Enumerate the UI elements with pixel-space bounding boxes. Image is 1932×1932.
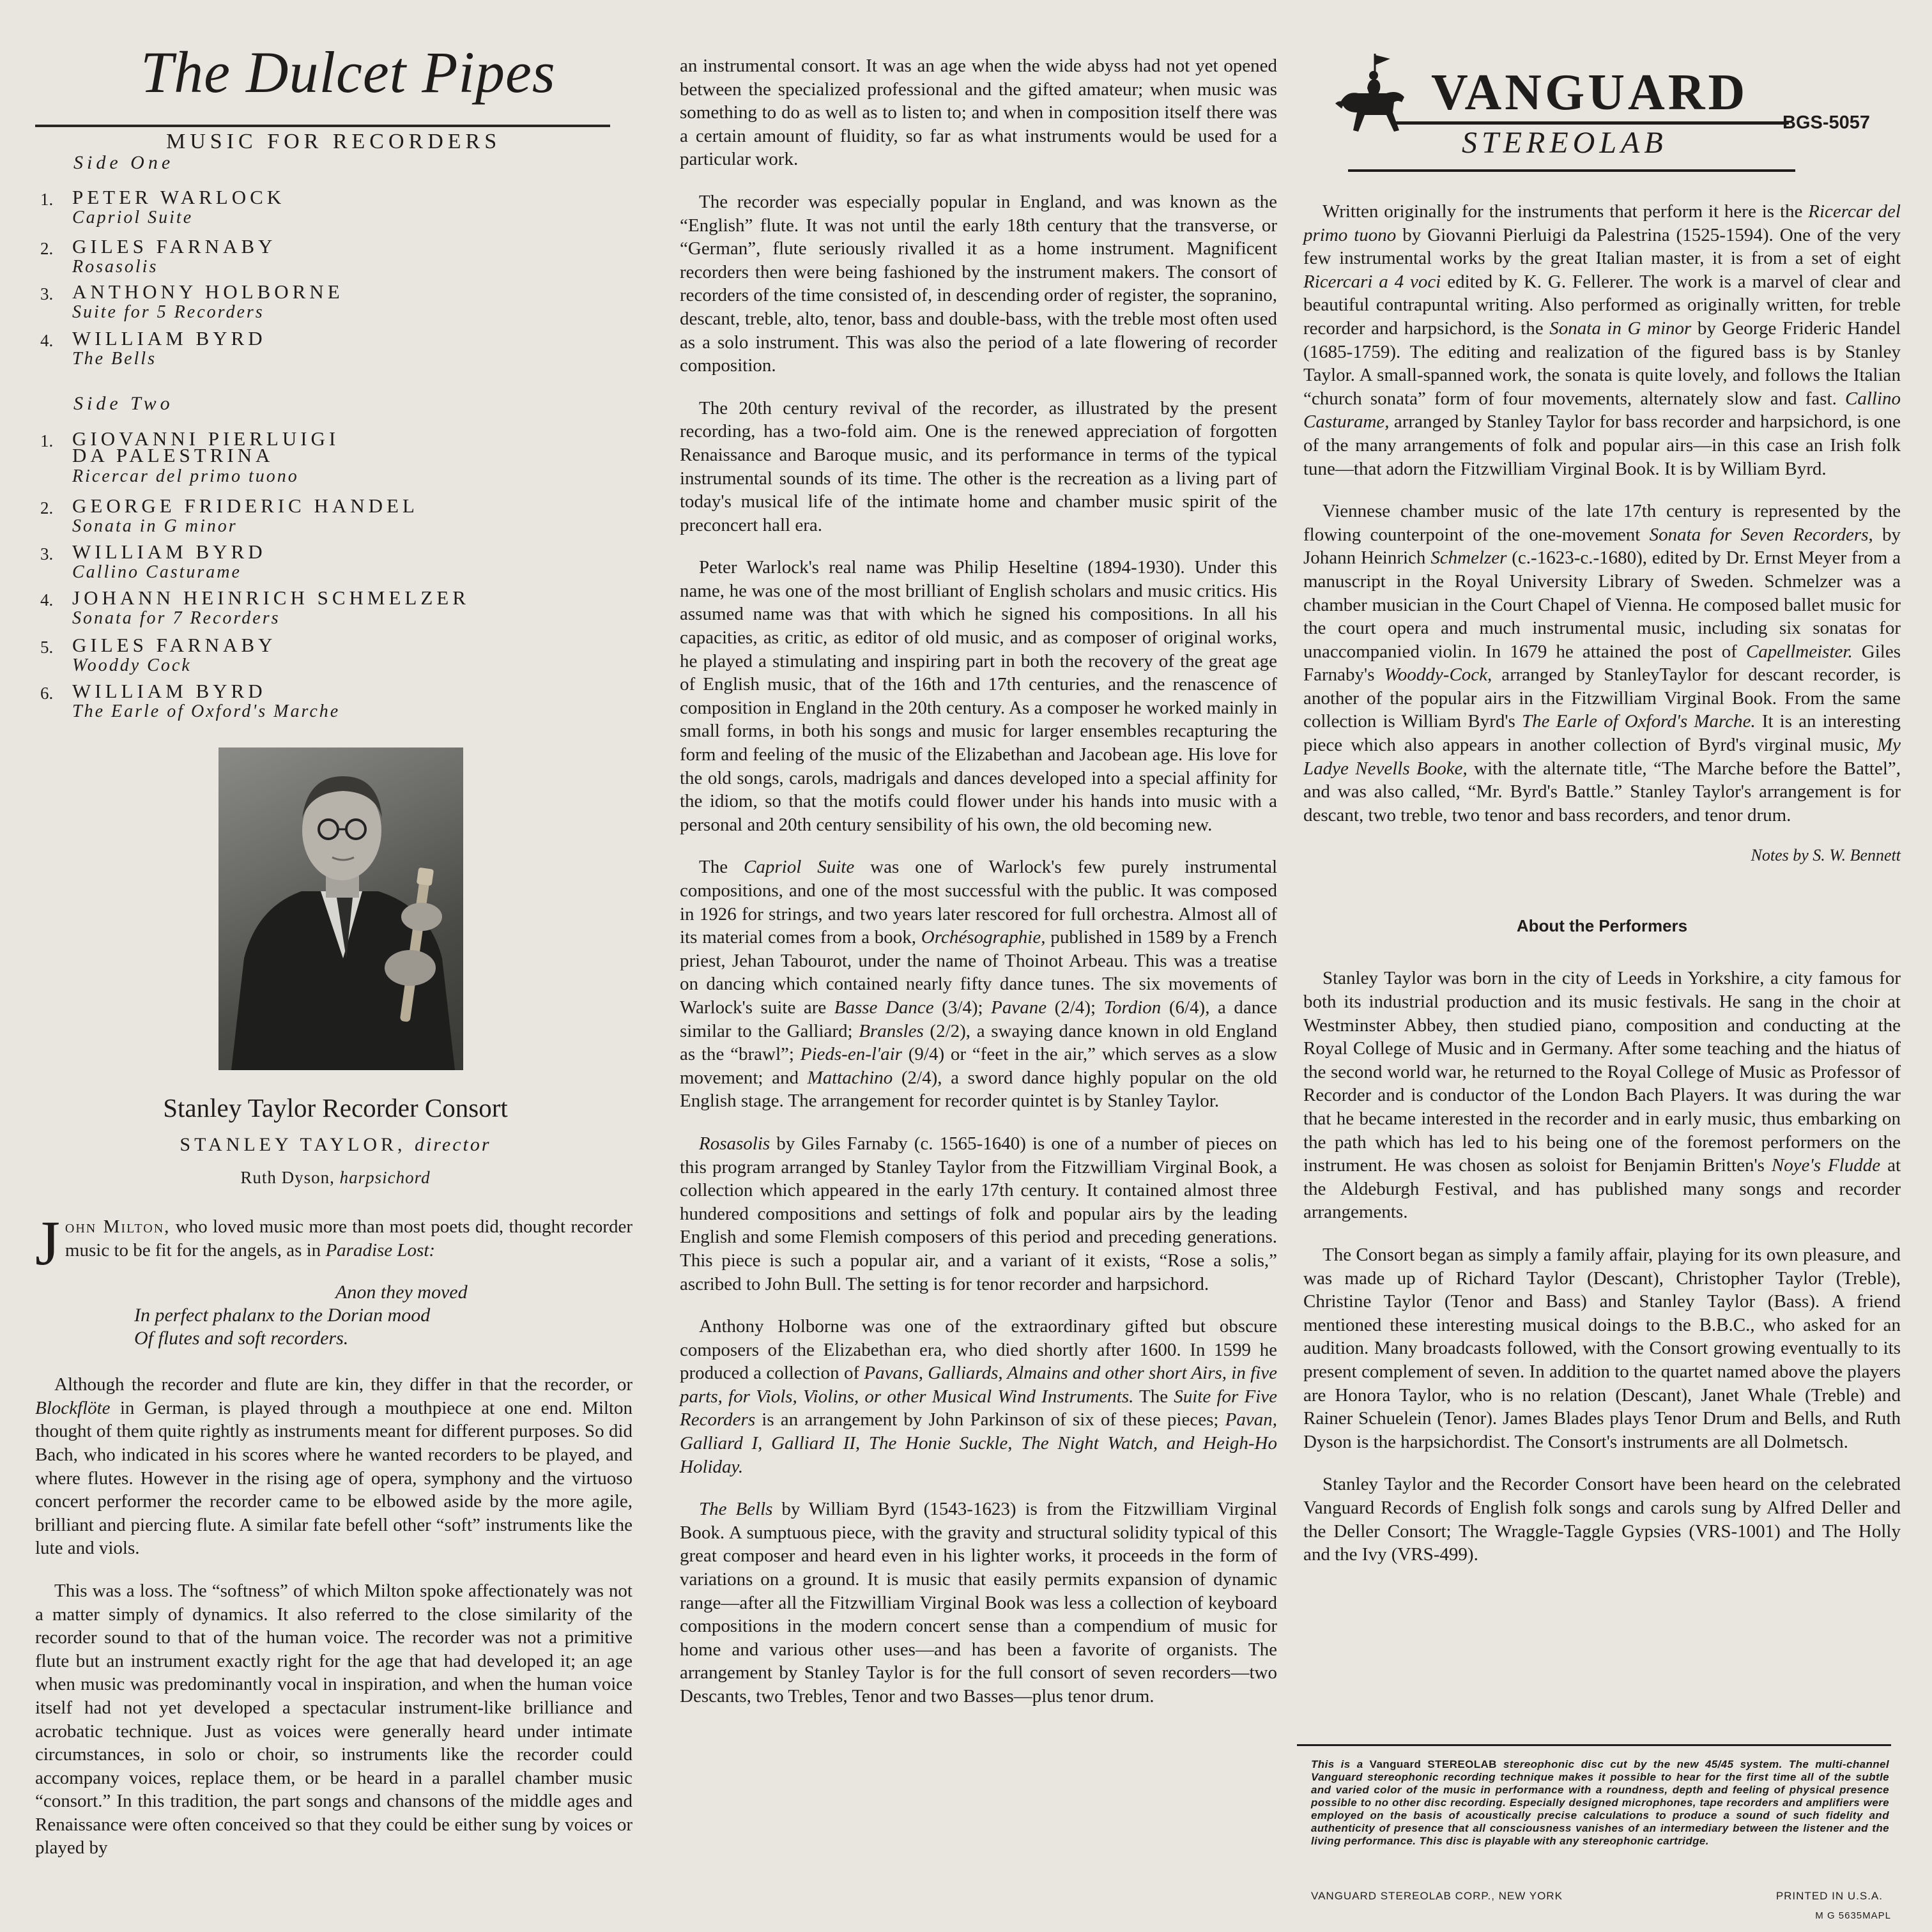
track-number: 6. xyxy=(40,684,54,703)
track-composer: WILLIAM BYRD xyxy=(72,680,266,702)
track-work: Wooddy Cock xyxy=(72,656,192,675)
side-one-label: Side One xyxy=(73,152,174,173)
paragraph: The 20th century revival of the recorder, as illustrated by the present recording, has a two-fold aim. One is the renewed appreciation of forgotten Renaissance and Baroque music, and its performance in terms of the typical instrumental sounds of its time. The other is the recreation as a living part of today's musical life of the intimate home and chamber music spirit of the preconcert hall era. xyxy=(680,397,1277,535)
track-composer: GILES FARNABY xyxy=(72,634,277,656)
track-work: Callino Casturame xyxy=(72,562,241,582)
director-credit xyxy=(35,1134,636,1156)
left-column xyxy=(35,0,636,1932)
corporate-name: VANGUARD STEREOLAB CORP., NEW YORK xyxy=(1311,1890,1563,1902)
album-subtitle: MUSIC FOR RECORDERS xyxy=(166,130,502,153)
label-rule xyxy=(1393,121,1789,125)
catalog-number: BGS-5057 xyxy=(1782,112,1871,133)
track-work: The Earle of Oxford's Marche xyxy=(72,702,341,721)
paragraph: an instrumental consort. It was an age when the wide abyss had not yet opened between the specialized professional and the gifted amateur; when music was something to do as well as to listen to; and when in composition itself there was a certain amount of fluidity, so far as what instruments would be used for a particular work. xyxy=(680,56,1277,170)
track-work: Rosasolis xyxy=(72,257,158,277)
print-code: M G 5635MAPL xyxy=(1815,1910,1891,1921)
track-number: 2. xyxy=(40,239,54,258)
performer-photo xyxy=(218,747,463,1070)
intro-paragraph: John Milton, who loved music more than most poets did, thought recorder music to be fit for the angels, as in Paradise Lost: xyxy=(35,1208,632,1278)
label-name: VANGUARD xyxy=(1431,65,1749,121)
track-composer: PETER WARLOCK xyxy=(72,186,286,208)
track-composer-line2: DA PALESTRINA xyxy=(72,444,274,466)
track-work: The Bells xyxy=(72,349,157,369)
notes-credit: Notes by S. W. Bennett xyxy=(1751,846,1901,865)
verse-quote: Anon they moved In perfect phalanx to the Dorian mood Of flutes and soft recorders. xyxy=(134,1282,468,1349)
paragraph: Anthony Holborne was one of the extraordinary gifted but obscure composers of the Elizabethan era, who died shortly after 1600. In 1599 he produced a collection of Pavans, Galliards, Almains and other short Airs, in five parts, for Viols, Violins, or other Musical Wind Instruments. The Suite for Five Recorders is an arrangement by John Parkinson of six of these pieces; Pavan, Galliard I, Galliard II, The Honie Suckle, The Night Watch, and Heigh-Ho Holiday. xyxy=(680,1316,1277,1477)
harpsichord-role: harpsichord xyxy=(339,1168,431,1187)
track-work: Sonata for 7 Recorders xyxy=(72,608,280,628)
paragraph: Rosasolis by Giles Farnaby (c. 1565-1640) is one of a number of pieces on this program arranged by Stanley Taylor from the Fitzwilliam Virginal Book, a collection which appeared in the early 17th century. It contained almost three hundered compositions and settings of folk and popular airs by the leading English and some Flemish composers of this period and preceding generations. This piece is such a popular air, and a variant of it exists, “Rose a solis,” ascribed to John Bull. The setting is for tenor recorder and harpsichord. xyxy=(680,1133,1277,1294)
paragraph: This was a loss. The “softness” of which Milton spoke affectionately was not a matter simply of dynamics. It also referred to the close similarity of the recorder sound to that of the human voice. The recorder was not a primitive flute but an instrument exactly right for the age that had developed it; an age when music was predominantly vocal in inspiration, and when the human voice itself had not yet developed a spectacular instrument-like brilliance and acrobatic technique. Just as voices were generally heard under intimate circumstances, in solo or choir, so instruments like the recorder could accompany voices, replace them, or be heard in a parallel chamber music “consort.” In this tradition, the part songs and chansons of the middle ages and Renaissance were often conceived so that they could be either sung by voices or played by xyxy=(35,1580,632,1859)
performer-photo-illustration xyxy=(218,747,463,1070)
paragraph: The Bells by William Byrd (1543-1623) is from the Fitzwilliam Virginal Book. A sumptuous piece, with the gravity and structural solidity typical of this great composer and heard even in his lighter works, it proceeds in the form of variations on a ground. It is music that easily permits expansion of dynamic range—after all the Fitzwilliam Virginal Book was less a collection of keyboard compositions in the modern concert sense than a compendium of music for home and various other uses—and has been a favorite of organists. The arrangement by Stanley Taylor is for the full consort of seven recorders—two Descants, two Trebles, Tenor and two Basses—plus tenor drum. xyxy=(680,1499,1277,1706)
track-work: Capriol Suite xyxy=(72,208,194,227)
track-number: 2. xyxy=(40,498,54,518)
title-rule xyxy=(35,125,610,127)
track-number: 5. xyxy=(40,638,54,657)
album-title: The Dulcet Pipes xyxy=(141,40,556,105)
paragraph: The Consort began as simply a family affair, playing for its own pleasure, and was made up of Richard Taylor (Descant), Christopher Taylor (Treble), Christine Taylor (Tenor and Bass) and Stanley Taylor (Bass). A friend mentioned these interesting musical doings to the B.B.C., who asked for an audition. Many broadcasts followed, with the Consort growing eventually to its present complement of seven. In addition to the quartet named above the players are Honora Taylor, who is no relation (Descant), Janet Whale (Treble) and Rainer Schuelein (Tenor). James Blades plays Tenor Drum and Bells, and Ruth Dyson is the harpsichordist. The Consort's instruments are all Dolmetsch. xyxy=(1303,1244,1901,1452)
track-number: 3. xyxy=(40,544,54,564)
about-performers-heading: About the Performers xyxy=(1516,916,1688,936)
liner-notes-col2 xyxy=(680,54,1277,1728)
printed-in: PRINTED IN U.S.A. xyxy=(1775,1890,1883,1902)
corporate-footer xyxy=(1311,1890,1889,1903)
track-composer: ANTHONY HOLBORNE xyxy=(72,280,344,303)
harpsichord-name: Ruth Dyson, xyxy=(240,1168,335,1187)
track-composer: GIOVANNI PIERLUIGI xyxy=(72,427,340,450)
middle-column xyxy=(670,0,1278,1932)
track-number: 4. xyxy=(40,590,54,610)
harpsichord-credit xyxy=(35,1168,636,1188)
track-composer: GILES FARNABY xyxy=(72,235,277,257)
paragraph: The Capriol Suite was one of Warlock's few purely instrumental compositions, and one of the most successful with the public. It was composed in 1926 for strings, and two years later rescored for full orchestra. Almost all of its material comes from a book, Orchésographie, published in 1589 by a French priest, Jehan Tabourot, under the name of Thoinot Arbeau. This was a treatise on dancing which contained nearly fifty dance tunes. The six movements of Warlock's suite are Basse Dance (3/4); Pavane (2/4); Tordion (6/4), a dance similar to the Galliard; Bransles (2/2), a swaying dance known in old England as the “brawl”; Pieds-en-l'air (9/4) or “feet in the air,” which serves as a slow movement; and Mattachino (2/4), a sword dance highly popular on the old English stage. The arrangement for recorder quintet is by Stanley Taylor. xyxy=(680,857,1278,1112)
track-composer: WILLIAM BYRD xyxy=(72,327,266,349)
track-composer: GEORGE FRIDERIC HANDEL xyxy=(72,494,418,517)
paragraph: The recorder was especially popular in England, and was known as the “English” flute. It was not until the early 18th century that the transverse, or “German”, flute seriously rivalled it as a home instrument. Magnificent recorders then were being fashioned by the instrument makers. The consort of recorders of the time consisted of, in descending order of register, the sopranino, descant, treble, alto, tenor, bass and double-bass, with the treble most often used as a solo instrument. This was also the period of a late flowering of recorder composition. xyxy=(680,191,1277,376)
label-series: STEREOLAB xyxy=(1462,126,1667,160)
track-number: 3. xyxy=(40,284,54,303)
side-two-label: Side Two xyxy=(73,393,174,414)
liner-notes-col3 xyxy=(1303,200,1901,1586)
track-work: Ricercar del primo tuono xyxy=(72,466,299,486)
paragraph: Stanley Taylor was born in the city of Leeds in Yorkshire, a city famous for both its industrial production and its music festivals. He sang in the choir at Westminster Abbey, then studied piano, composition and conducting at the Royal College of Music and in Germany. After some teaching and the hiatus of the second world war, he returned to the Royal College of Music as Professor of Recorder and is conductor of the London Bach Players. It was during the war that he became interested in the recorder and in early music, thus embarking on the path which has led to his being one of the foremost performers on the instrument. He was chosen as soloist for Benjamin Britten's Noye's Fludde at the Aldeburgh Festival, and has published many songs and recorder arrangements. xyxy=(1303,968,1901,1223)
director-name: STANLEY TAYLOR, xyxy=(180,1134,406,1155)
track-number: 4. xyxy=(40,331,54,350)
right-column xyxy=(1297,0,1901,1932)
drop-cap: J xyxy=(35,1208,60,1278)
director-role: director xyxy=(415,1134,491,1155)
stereolab-fine-print: This is a Vanguard STEREOLAB stereophonic disc cut by the new 45/45 system. The multi-channel Vanguard stereophonic recording technique makes it possible to hear for the first time all of the subtle and varied color of the music in performance with a roundness, depth and feeling of physical presence possible to no other disc recording. Especially designed microphones, tape recorders and amplifiers were employed on the basis of acoustically precise calculations to produce a sound of such fidelity and authenticity of presence that all consciousness vanishes of an intermediary between the listener and the living performance. This disc is playable with any stereophonic cartridge. xyxy=(1311,1758,1890,1847)
track-composer: JOHANN HEINRICH SCHMELZER xyxy=(72,586,470,609)
paragraph: Although the recorder and flute are kin, they differ in that the recorder, or Blockflöte in German, is played through a mouthpiece at one end. Milton thought of them quite rightly as instruments meant for different purposes. So did Bach, who indicated in his scores where he wanted recorders to be played, and where flutes. However in the rising age of opera, symphony and the virtuoso concert performer the recorder came to be elbowed aside by the more agile, brilliant and piercing flute. A similar fate befell other “soft” instruments like the lute and viols. xyxy=(35,1374,632,1559)
paragraph: Peter Warlock's real name was Philip Heseltine (1894-1930). Under this name, he was one of the most brilliant of English scholars and music critics. His assumed name was that with which he signed his compositions. In all his capacities, as critic, as editor of old music, and as composer of original works, he played a stimulating and inspiring part in both the recovery of the great age of English music, that of the 16th and 17th centuries, and the renascence of composition in England in the 20th century. As a composer he worked mainly in small forms, in both his songs and music for larger ensembles recapturing the form and feeling of the music of the Elizabethan and Jacobean age. His love for the old songs, carols, madrigals and dances developed into a special affinity for the idiom, so that the motifs could flower under his hands into music with a personal and 20th century sensibility of his own, the old becoming new. xyxy=(680,557,1277,835)
track-number: 1. xyxy=(40,431,54,450)
track-work: Suite for 5 Recorders xyxy=(72,302,264,322)
liner-notes-col1 xyxy=(35,1208,632,1879)
track-composer: WILLIAM BYRD xyxy=(72,540,266,563)
ensemble-name: Stanley Taylor Recorder Consort xyxy=(163,1093,508,1123)
paragraph: Written originally for the instruments that perform it here is the Ricercar del primo tuono by Giovanni Pierluigi da Palestrina (1525-1594). One of the very few instrumental works by the great Italian master, it is from a set of eight Ricercari a 4 voci edited by K. G. Fellerer. The work is a marvel of clear and beautiful contrapuntal writing. Also performed as originally written, for treble recorder and harpsichord, is the Sonata in G minor by George Frideric Handel (1685-1759). The editing and realization of the figured bass is by Stanley Taylor. A small-spanned work, the sonata is quite lovely, and follows the Italian “church sonata” form of four movements, alternately slow and fast. Callino Casturame, arranged by Stanley Taylor for bass recorder and harpsichord, is one of the many arrangements of folk and popular airs—in this case an Irish folk tune—that adorn the Fitzwilliam Virginal Book. It is by William Byrd. xyxy=(1303,201,1901,479)
paragraph: Stanley Taylor and the Recorder Consort have been heard on the celebrated Vanguard Records of English folk songs and carols sung by Alfred Deller and the Deller Consort; The Wraggle-Taggle Gypsies (VRS-1001) and The Holly and the Ivy (VRS-499). xyxy=(1303,1474,1901,1565)
track-number: 1. xyxy=(40,190,54,209)
track-work: Sonata in G minor xyxy=(72,516,238,536)
fine-print-rule xyxy=(1297,1744,1891,1746)
paragraph: Viennese chamber music of the late 17th century is represented by the flowing counterpoint of the one-movement Sonata for Seven Recorders, by Johann Heinrich Schmelzer (c.-1623-c.-1680), edited by Dr. Ernst Meyer from a manuscript in the Royal University Library of Sweden. Schmelzer was a chamber musician in the Court Chapel of Vienna. He composed ballet music for the court opera and much instrumental music, including six sonatas for unaccompanied violin. In 1679 he attained the post of Capellmeister. Giles Farnaby's Wooddy-Cock, arranged by StanleyTaylor for descant recorder, is another of the popular airs in the Fitzwilliam Virginal Book. From the same collection is William Byrd's The Earle of Oxford's Marche. It is an interesting piece which also appears in another collection of Byrd's virginal music, My Ladye Nevells Booke, with the alternate title, “The Marche before the Battel”, and was also called, “Mr. Byrd's Battle.” Stanley Taylor's arrangement is for descant, two treble, two tenor and bass recorders, and tenor drum. xyxy=(1303,501,1901,825)
label-rule xyxy=(1348,169,1795,172)
